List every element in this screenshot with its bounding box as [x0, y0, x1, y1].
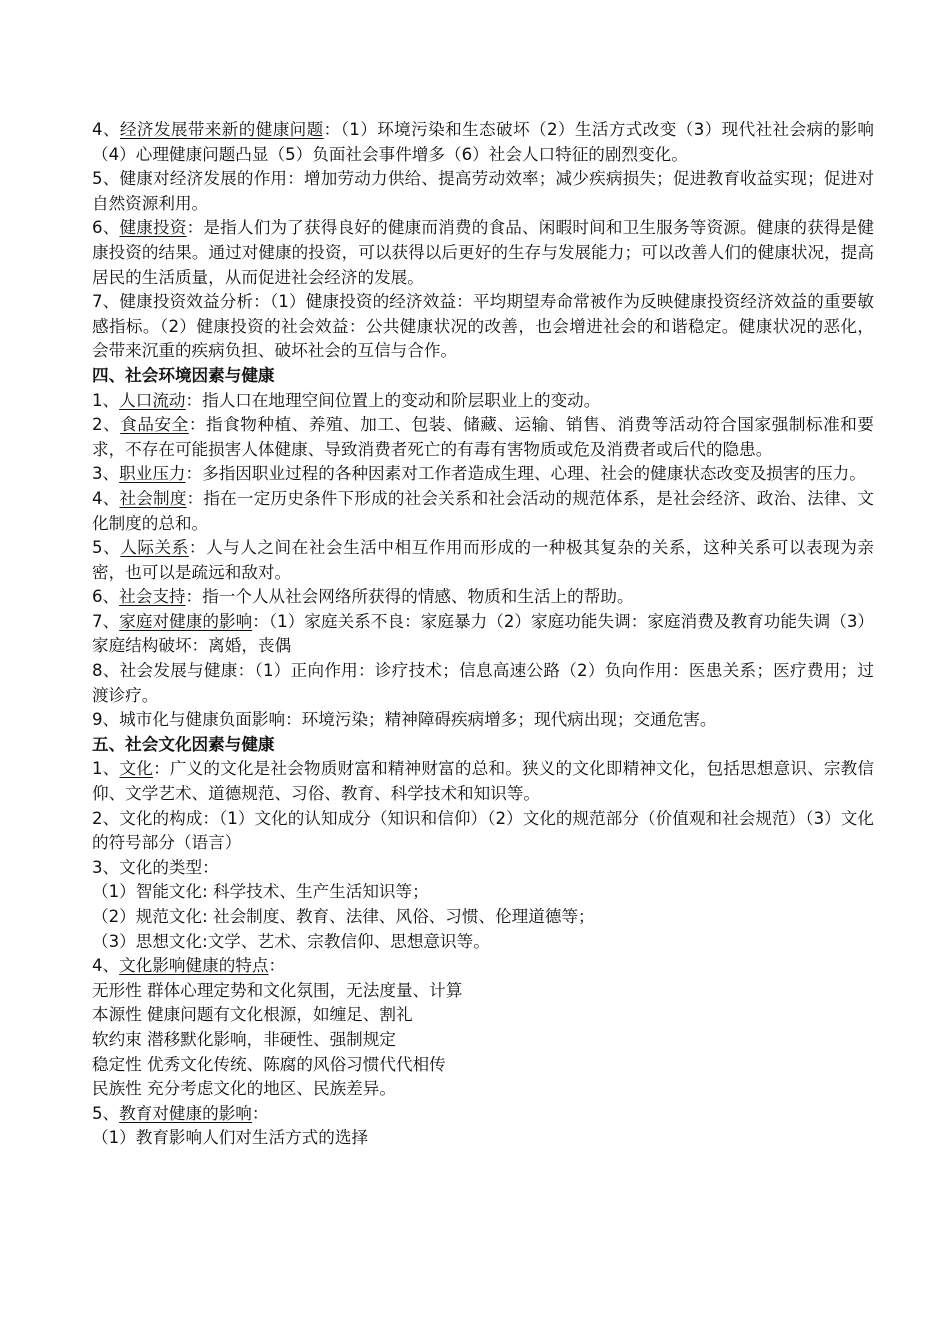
paragraph: 1、人口流动：指人口在地理空间位置上的变动和阶层职业上的变动。 — [92, 390, 601, 410]
paragraph: 1、文化：广义的文化是社会物质财富和精神财富的总和。狭义的文化即精神文化，包括思想意识、宗教信仰、文学艺术、道德规范、习俗、教育、科学技术和知识等。 — [92, 759, 875, 804]
underlined-term: 文化影响健康的特点 — [119, 956, 269, 976]
list-item: （2）规范文化: 社会制度、教育、法律、风俗、习惯、伦理道德等； — [92, 907, 595, 926]
paragraph: 4、经济发展带来新的健康问题：（1）环境污染和生态破坏（2）生活方式改变（3）现代社社会病的影响（4）心理健康问题凸显（5）负面社会事件增多（6）社会人口特征的剧烈变化。 — [92, 120, 875, 164]
paragraph: 7、家庭对健康的影响：（1）家庭关系不良：家庭暴力（2）家庭功能失调：家庭消费及教育功能失调（3）家庭结构破坏：离婚，丧偶 — [92, 611, 875, 656]
paragraph: 5、健康对经济发展的作用：增加劳动力供给、提高劳动效率；减少疾病损失；促进教育收益实现；促进对自然资源利用。 — [92, 169, 874, 213]
list-item: 民族性 充分考虑文化的地区、民族差异。 — [92, 1079, 396, 1099]
underlined-term: 人际关系 — [120, 538, 189, 558]
paragraph: 8、社会发展与健康：（1）正向作用：诊疗技术；信息高速公路（2）负向作用：医患关系；医疗费用；过渡诊疗。 — [92, 661, 874, 705]
list-item: （3）思想文化:文学、艺术、宗教信仰、思想意识等。 — [92, 931, 490, 951]
section-heading: 四、社会环境因素与健康 — [92, 365, 275, 385]
document-page — [92, 118, 874, 1151]
paragraph: 3、文化的类型： — [92, 857, 219, 877]
list-item: （1）教育影响人们对生活方式的选择 — [92, 1128, 369, 1148]
list-item: 稳定性 优秀文化传统、陈腐的风俗习惯代代相传 — [92, 1054, 446, 1074]
paragraph: 9、城市化与健康负面影响：环境污染；精神障碍疾病增多；现代病出现；交通危害。 — [92, 710, 717, 730]
underlined-term: 职业压力 — [119, 464, 186, 484]
underlined-term: 文化 — [119, 759, 154, 779]
paragraph: 3、职业压力：多指因职业过程的各种因素对工作者造成生理、心理、社会的健康状态改变及损害的压力。 — [92, 464, 866, 484]
paragraph: 6、社会支持：指一个人从社会网络所获得的情感、物质和生活上的帮助。 — [92, 587, 634, 607]
paragraph: 5、人际关系：人与人之间在社会生活中相互作用而形成的一种极其复杂的关系，这种关系可以表现为亲密，也可以是疏远和敌对。 — [92, 538, 874, 582]
paragraph: 5、教育对健康的影响： — [92, 1103, 269, 1123]
paragraph: 2、食品安全：指食物种植、养殖、加工、包装、储藏、运输、销售、消费等活动符合国家强制标准和要求，不存在可能损害人体健康、导致消费者死亡的有毒有害物质或危及消费者或后代的隐患。 — [92, 415, 874, 459]
list-item: 无形性 群体心理定势和文化氛围，无法度量、计算 — [92, 980, 463, 1000]
list-item: 软约束 潜移默化影响，非硬性、强制规定 — [92, 1029, 396, 1049]
underlined-term: 经济发展带来新的健康问题 — [119, 120, 324, 139]
list-item: 本源性 健康问题有文化根源，如缠足、割礼 — [92, 1005, 413, 1025]
underlined-term: 教育对健康的影响 — [119, 1103, 252, 1123]
paragraph: 6、健康投资：是指人们为了获得良好的健康而消费的食品、闲暇时间和卫生服务等资源。健康的获得是健康投资的结果。通过对健康的投资，可以获得以后更好的生存与发展能力；可以改善人们的健康状况，提高居民的生活质量，从而促进社会经济的发展。 — [92, 218, 875, 287]
list-item: （1）智能文化: 科学技术、生产生活知识等； — [92, 882, 429, 902]
underlined-term: 家庭对健康的影响 — [119, 611, 253, 631]
underlined-term: 社会制度 — [119, 488, 187, 508]
section-heading: 五、社会文化因素与健康 — [92, 734, 275, 754]
paragraph: 2、文化的构成：（1）文化的认知成分（知识和信仰）（2）文化的规范部分（价值观和社会规范）（3）文化的符号部分（语言） — [92, 808, 874, 853]
underlined-term: 健康投资 — [119, 218, 187, 238]
underlined-term: 人口流动 — [119, 390, 186, 410]
paragraph: 4、文化影响健康的特点： — [92, 956, 286, 976]
underlined-term: 社会支持 — [119, 587, 186, 607]
paragraph: 4、社会制度：指在一定历史条件下形成的社会关系和社会活动的规范体系，是社会经济、政治、法律、文化制度的总和。 — [92, 488, 875, 533]
underlined-term: 食品安全 — [120, 415, 189, 435]
paragraph: 7、健康投资效益分析：（1）健康投资的经济效益：平均期望寿命常被作为反映健康投资经济效益的重要敏感指标。（2）健康投资的社会效益：公共健康状况的改善，也会增进社会的和谐稳定。健康状况的恶化，会带来沉重的疾病负担、破坏社会的互信与合作。 — [92, 292, 874, 361]
